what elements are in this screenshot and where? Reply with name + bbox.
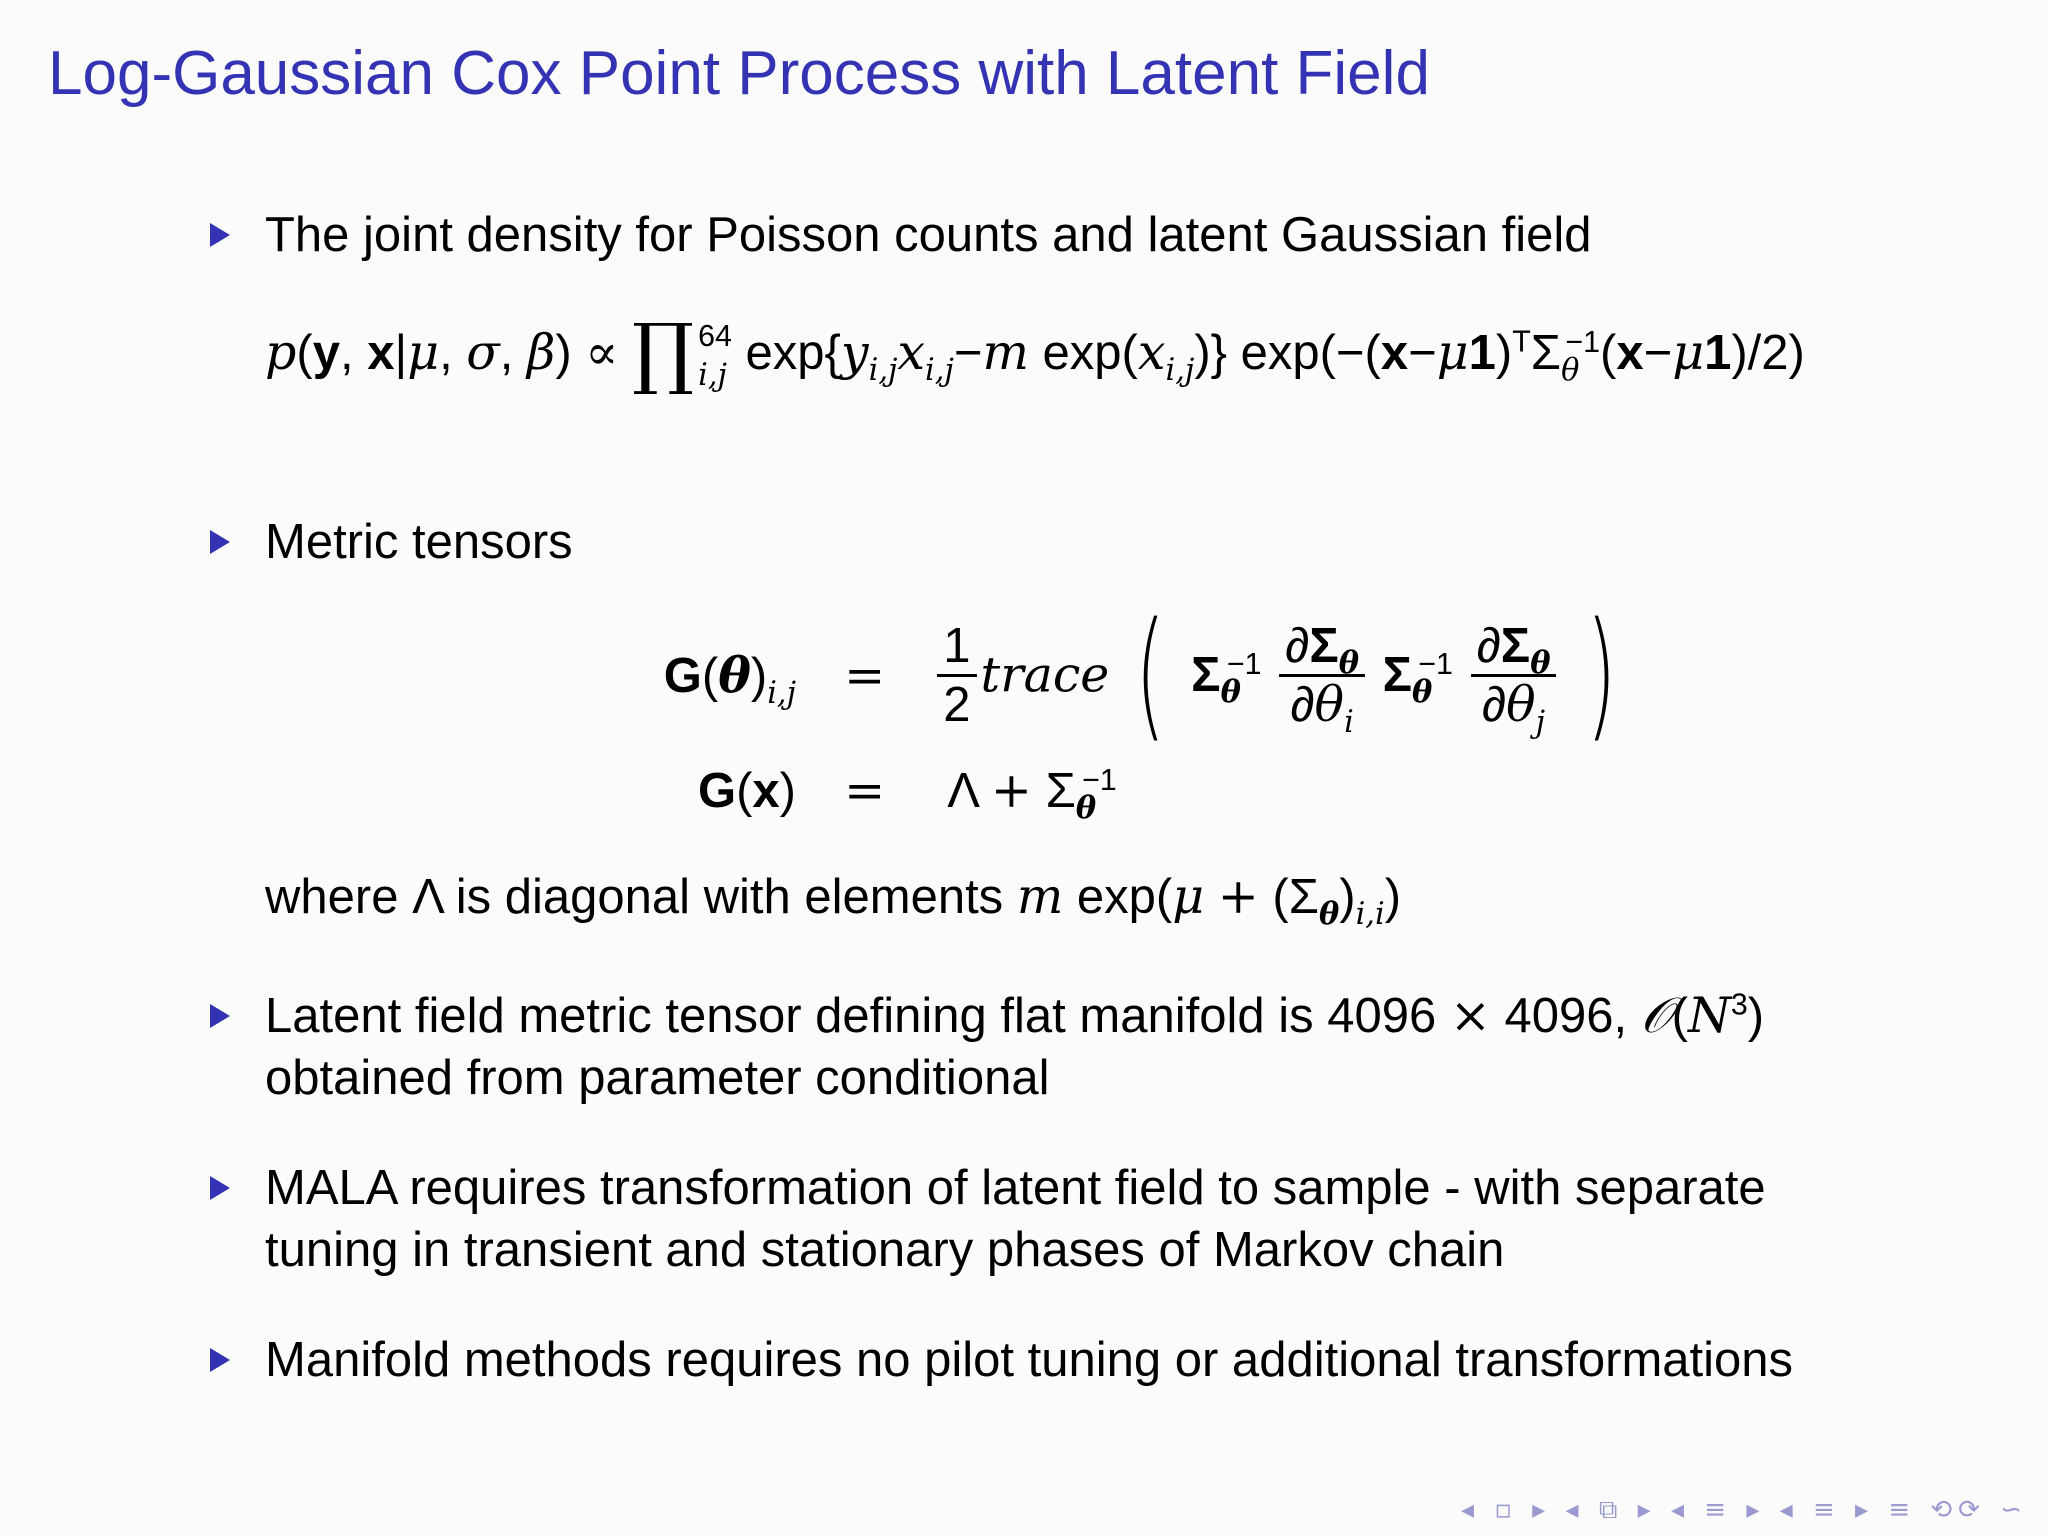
bullet-marker: [210, 1176, 230, 1200]
bullet-text-joint-density: The joint density for Poisson counts and latent Gaussian field: [265, 208, 1592, 262]
metric-tensor-x-equation: $G(x) = \Lambda + \Sigma_\theta^{-1}$: [697, 762, 1117, 826]
bullet-text-latent-field-metric-prefix: Latent field metric tensor defining flat manifold is 4096: [265, 989, 1437, 1043]
bullet-marker: [210, 1004, 230, 1028]
bullet-text-latent-field-metric-mid: 4096,: [1504, 989, 1628, 1043]
metric-tensor-theta-equation: $G(\theta)_{i,j}$ = $\frac{1}{2}$ trace ( $\Sigma_\theta^{-1}$ $\frac{\partial\Sigma_\theta}{\partial\theta_i}$ $\Sigma_\theta^{-1}$ $\frac{\partial\Sigma_\theta}{\partial\theta_j}$ ): [663, 593, 1617, 756]
bullet-text-mala-line2: tuning in transient and stationary phases of Markov chain: [265, 1223, 1505, 1277]
product-lower-limit: i,j: [698, 358, 727, 394]
lambda-definition: where Λ is diagonal with elements m $\exp(\mu + (\Sigma_\theta)_{i,i})$: [265, 868, 1402, 932]
bullet-marker: [210, 1348, 230, 1372]
bullet-text-latent-field-metric: Latent field metric tensor defining flat manifold is 4096 × 4096, $𝒪(N^3)$: [265, 987, 1765, 1044]
bullet-marker: [210, 530, 230, 554]
bullet-marker: [210, 223, 230, 247]
lambda-definition-prefix: where Λ is diagonal with elements: [265, 870, 1004, 924]
beamer-navigation-bar[interactable]: ◂ ▫ ▸ ◂ ⧉ ▸ ◂ ≡ ▸ ◂ ≡ ▸ ≡ ⟲⟳ ∽: [1460, 1495, 2028, 1525]
bullet-text-mala-line1: MALA requires transformation of latent field to sample - with separate: [265, 1161, 1766, 1215]
product-upper-limit: 64: [698, 318, 732, 353]
joint-density-equation: p(y, x|μ, σ, β) ∝ ∏ 64 i,j $\exp\{y_{i,j}x_{i,j}-m$ $\exp(x_{i,j})$} $\exp(-(x-\mu 1)^T\Sigma_\theta^{-1}(x-\mu 1)/2)$: [265, 308, 1805, 398]
bullet-text-latent-field-metric-line2: obtained from parameter conditional: [265, 1051, 1050, 1105]
slide-title: Log-Gaussian Cox Point Process with Latent Field: [48, 39, 1430, 108]
bullet-text-metric-tensors: Metric tensors: [265, 515, 573, 569]
trace-word: trace: [980, 646, 1110, 704]
bullet-text-manifold-methods: Manifold methods requires no pilot tuning or additional transformations: [265, 1333, 1794, 1387]
